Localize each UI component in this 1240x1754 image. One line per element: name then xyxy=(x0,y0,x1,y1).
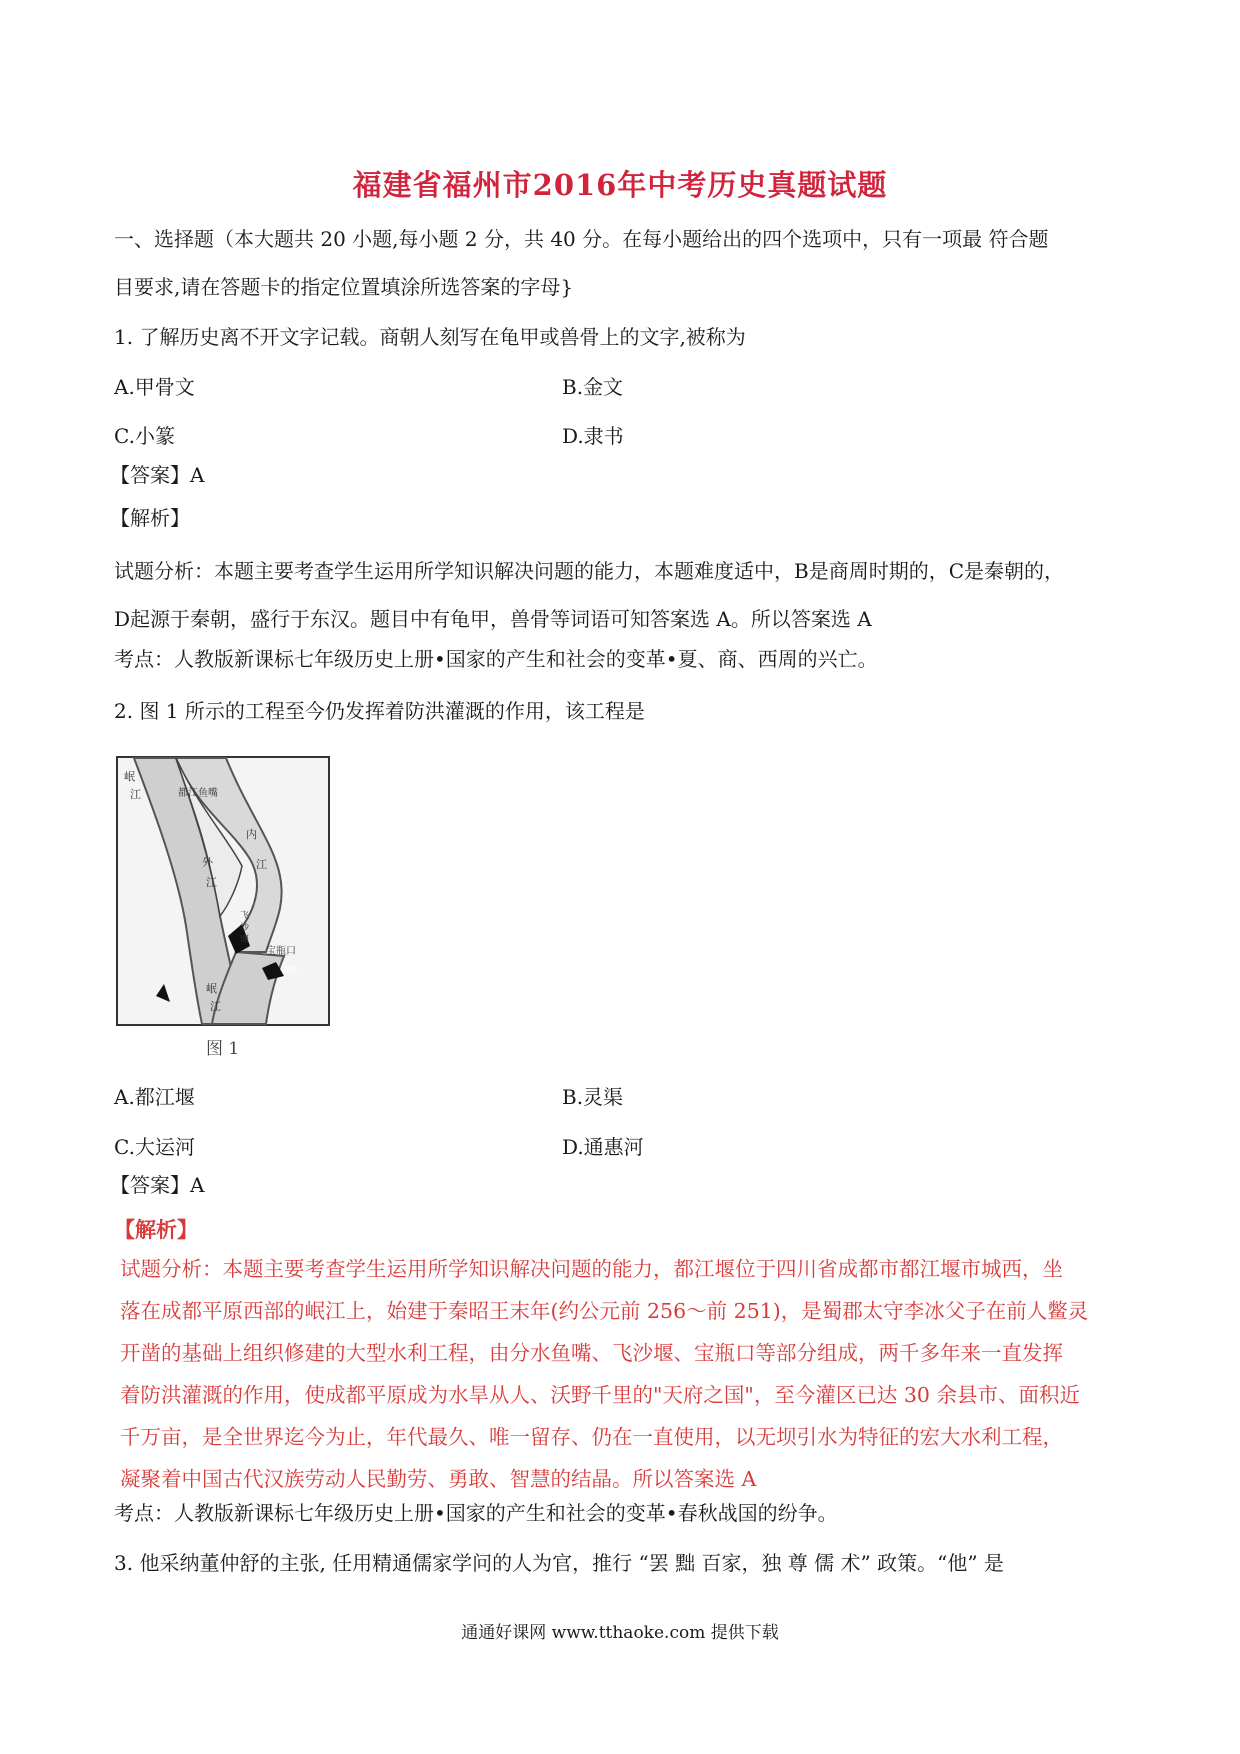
map-label-jiang-4: 江 xyxy=(210,1000,221,1013)
map-label-jiang-3: 江 xyxy=(206,876,217,889)
q2-analysis-line: 试题分析：本题主要考查学生运用所学知识解决问题的能力，都江堰位于四川省成都市都江堰市城西，坐 xyxy=(120,1257,1063,1281)
map-label-jiang-2: 江 xyxy=(256,858,267,871)
map-label-sha: 沙 xyxy=(240,923,250,933)
map-label-yan: 堰 xyxy=(240,935,250,945)
q1-analysis-line2: D起源于秦朝，盛行于东汉。题目中有龟甲，兽骨等词语可知答案选 A。所以答案选 A xyxy=(114,607,872,631)
q2-option-b: B.灵渠 xyxy=(562,1085,624,1109)
q1-option-a: A.甲骨文 xyxy=(114,375,195,399)
page-title: 福建省福州市2016年中考历史真题试题 xyxy=(352,168,888,202)
map-label-fei: 飞 xyxy=(240,911,250,921)
map-label-yuzui: 都江鱼嘴 xyxy=(178,788,218,799)
q2-stem: 2. 图 1 所示的工程至今仍发挥着防洪灌溉的作用，该工程是 xyxy=(114,699,645,723)
q2-option-c: C.大运河 xyxy=(114,1135,195,1159)
figure-caption: 图 1 xyxy=(206,1039,240,1059)
map-label-baopingkou: 宝瓶口 xyxy=(266,946,296,957)
map-label-lidui: 离堆 xyxy=(282,965,298,974)
q2-analysis-line: 凝聚着中国古代汉族劳动人民勤劳、勇敢、智慧的结晶。所以答案选 A xyxy=(120,1467,757,1491)
map-label-min-2: 岷 xyxy=(206,982,217,995)
q1-kaodian: 考点：人教版新课标七年级历史上册•国家的产生和社会的变革•夏、商、西周的兴亡。 xyxy=(114,647,878,671)
q1-option-c: C.小篆 xyxy=(114,424,175,448)
q2-analysis-line: 落在成都平原西部的岷江上，始建于秦昭王末年(约公元前 256～前 251)，是蜀郡太守李冰父子在前人鳖灵 xyxy=(120,1299,1089,1323)
map-label-nei: 内 xyxy=(246,828,257,841)
q2-kaodian: 考点：人教版新课标七年级历史上册•国家的产生和社会的变革•春秋战国的纷争。 xyxy=(114,1501,838,1525)
dujiangyan-map-figure xyxy=(116,756,330,1026)
q3-stem: 3. 他采纳董仲舒的主张, 任用精通儒家学问的人为官，推行 “罢 黜 百家，独 尊 儒 术” 政策。“他” 是 xyxy=(114,1551,1004,1575)
q1-option-d: D.隶书 xyxy=(562,424,624,448)
q2-option-a: A.都江堰 xyxy=(114,1085,195,1109)
q2-analysis-line: 千万亩，是全世界迄今为止，年代最久、唯一留存、仍在一直使用，以无坝引水为特征的宏大水利工程， xyxy=(120,1425,1063,1449)
q1-stem: 1. 了解历史离不开文字记载。商朝人刻写在龟甲或兽骨上的文字,被称为 xyxy=(114,325,746,349)
q1-option-b: B.金文 xyxy=(562,375,624,399)
q2-analysis-line: 开凿的基础上组织修建的大型水利工程，由分水鱼嘴、飞沙堰、宝瓶口等部分组成，两千多年来一直发挥 xyxy=(120,1341,1063,1365)
map-label-wai: 外 xyxy=(202,856,213,869)
page-footer: 通通好课网 www.tthaoke.com 提供下载 xyxy=(461,1623,779,1643)
q1-analysis-label: 【解析】 xyxy=(110,506,190,530)
q1-answer: 【答案】A xyxy=(110,463,205,487)
q2-analysis-line: 着防洪灌溉的作用，使成都平原成为水旱从人、沃野千里的"天府之国"，至今灌区已达 30 余县市、面积近 xyxy=(120,1383,1080,1407)
section-header-line1: 一、选择题（本大题共 20 小题,每小题 2 分，共 40 分。在每小题给出的四个选项中，只有一项最 符合题 xyxy=(114,227,1049,251)
q2-option-d: D.通惠河 xyxy=(562,1135,644,1159)
q2-answer: 【答案】A xyxy=(110,1173,205,1197)
q2-analysis-label: 【解析】 xyxy=(114,1217,198,1242)
map-label-jiang-1: 江 xyxy=(130,788,141,801)
map-label-min-1: 岷 xyxy=(124,770,135,783)
section-header-line2: 目要求,请在答题卡的指定位置填涂所选答案的字母} xyxy=(114,275,574,299)
q1-analysis-line1: 试题分析：本题主要考查学生运用所学知识解决问题的能力，本题难度适中，B是商周时期的，C是秦朝的， xyxy=(114,559,1064,583)
